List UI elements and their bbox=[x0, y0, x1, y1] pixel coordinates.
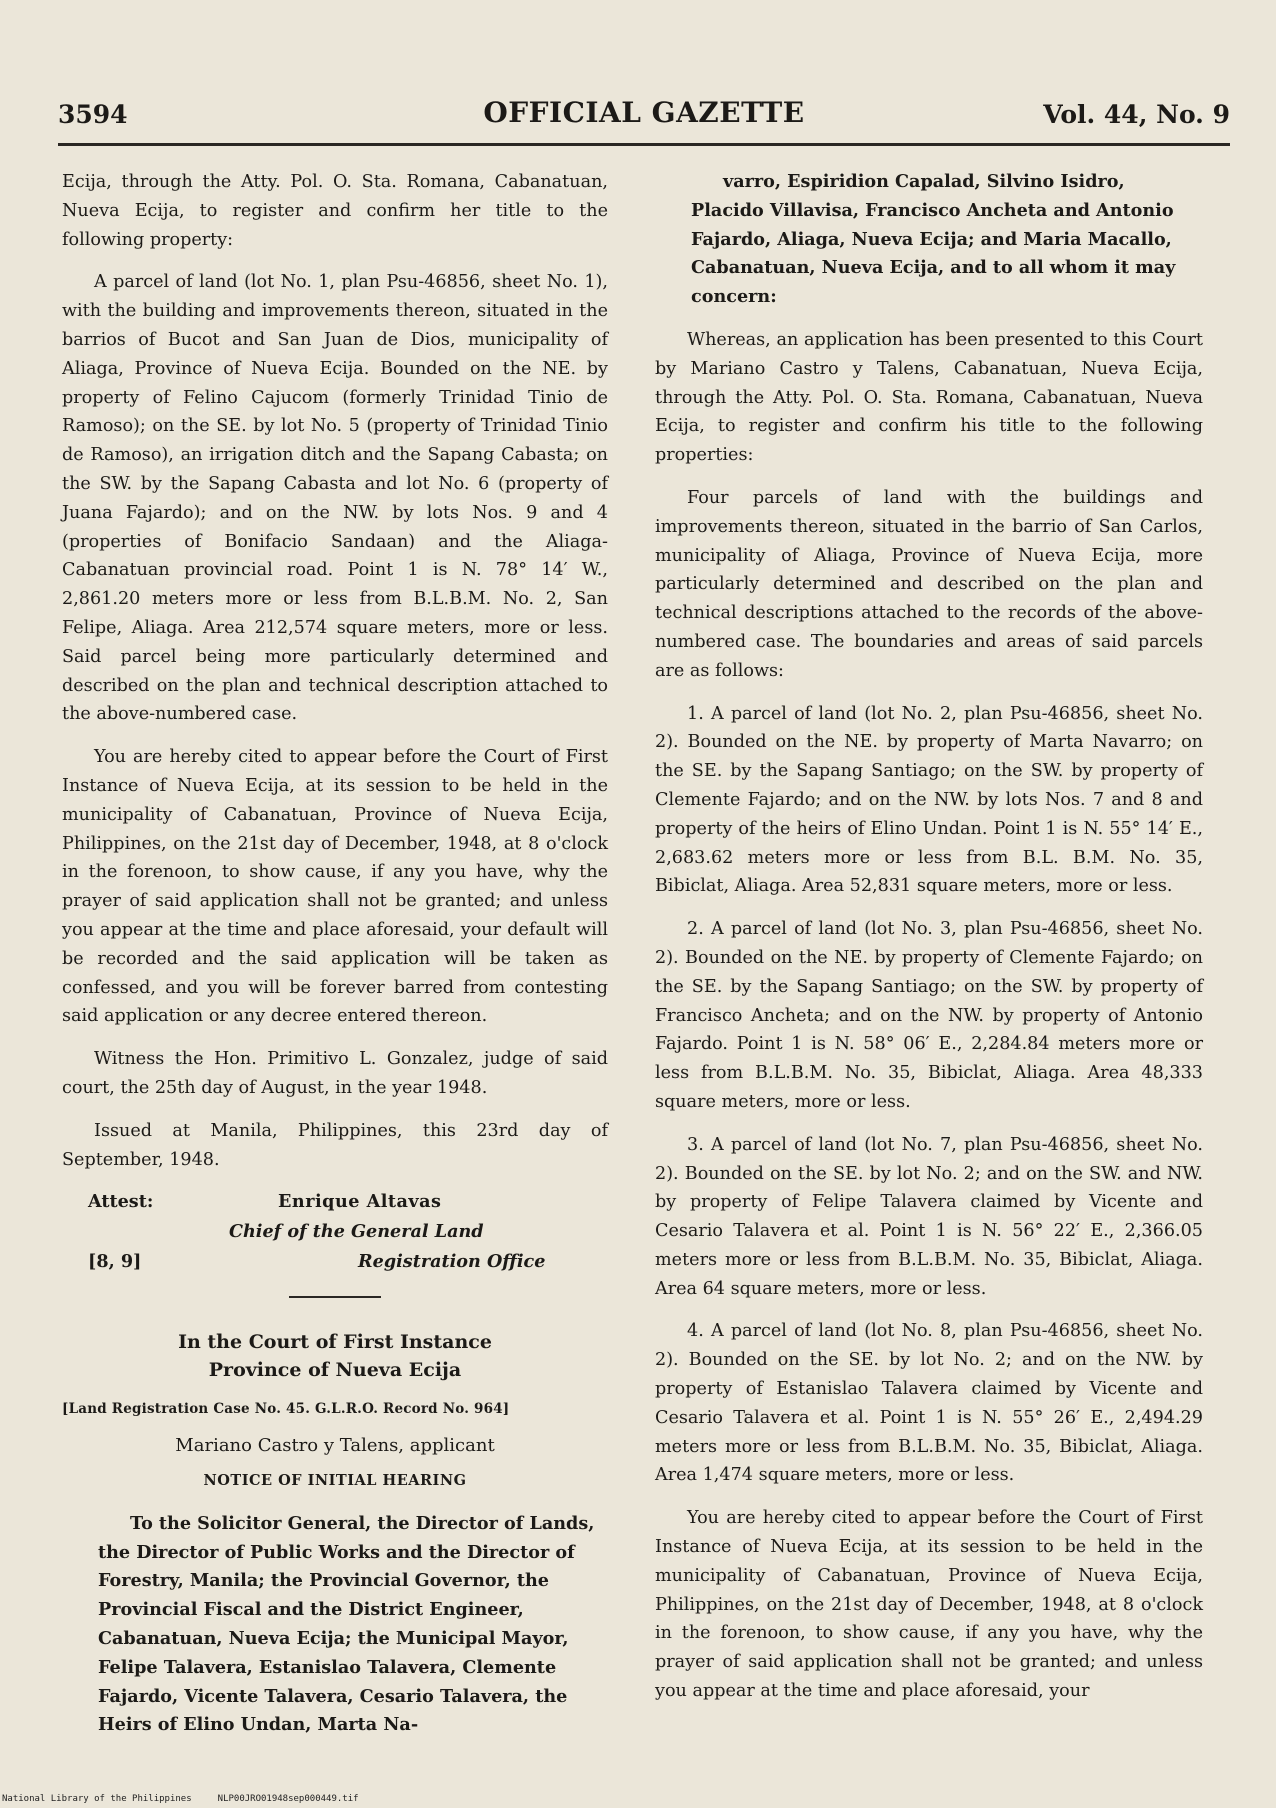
notice-title: NOTICE OF INITIAL HEARING bbox=[203, 1472, 467, 1490]
page-number: 3594 bbox=[58, 100, 128, 129]
attest-title-line1: Chief of the General Land bbox=[229, 1221, 484, 1243]
left-column bbox=[62, 168, 608, 1754]
paragraph: 2. A parcel of land (lot No. 3, plan Psu-46856, sheet No. 2). Bounded on the NE. by property of Clemente Fajardo; on the SE. by the Sapang Santiago; on the SW. by property of Francisco Ancheta; and on the NW. by property of Antonio Fajardo. Point 1 is N. 58° 06′ E., 2,284.84 meters more or less from B.L.B.M. No. 35, Bibiclat, Aliaga. Area 48,333 square meters, more or less. bbox=[655, 919, 1203, 1112]
issue-reference: [8, 9] bbox=[88, 1251, 142, 1273]
paragraph: Issued at Manila, Philippines, this 23rd day of September, 1948. bbox=[62, 1120, 608, 1170]
header-rule bbox=[58, 143, 1230, 146]
attest-label: Attest: bbox=[88, 1191, 154, 1213]
paragraph: A parcel of land (lot No. 1, plan Psu-46856, sheet No. 1), with the building and improvements thereon, situated in the barrios of Bucot and San Juan de Dios, municipality of Aliaga, Province of Nueva Ecija. Bounded on the NE. by property of Felino Cajucom (formerly Trinidad Tinio de Ramoso); on the SE. by lot No. 5 (property of Trinidad Tinio de Ramoso), an irrigation ditch and the Sapang Cabasta; on the SW. by the Sapang Cabasta and lot No. 6 (property of Juana Fajardo); and on the NW. by lots Nos. 9 and 4 (properties of Bonifacio Sandaan) and the Aliaga-Cabanatuan provincial road. Point 1 is N. 78° 14′ W., 2,861.20 meters more or less from B.L.B.M. No. 2, San Felipe, Aliaga. Area 212,574 square meters, more or less. Said parcel being more particularly determined and described on the plan and technical description attached to the above-numbered case. bbox=[62, 272, 608, 725]
court-heading-line1: In the Court of First Instance bbox=[178, 1331, 492, 1354]
addressees-block: To the Solicitor General, the Director of Lands, the Director of Public Works and the Director of Forestry, Manila; the Provincial Governor, the Provincial Fiscal and the District Engineer, Cabanatuan, Nueva Ecija; the Municipal Mayor, Felipe Talavera, Estanislao Talavera, Clemente Fajardo, Vicente Talavera, Cesario Talavera, the Heirs of Elino Undan, Marta Na- bbox=[98, 1512, 595, 1736]
library-credit: National Library of the Philippines bbox=[2, 1794, 192, 1804]
paragraph: Witness the Hon. Primitivo L. Gonzalez, judge of said court, the 25th day of August, in the year 1948. bbox=[62, 1049, 608, 1098]
paragraph: Ecija, through the Atty. Pol. O. Sta. Romana, Cabanatuan, Nueva Ecija, to register and confirm her title to the following property: bbox=[62, 172, 608, 250]
right-column bbox=[655, 168, 1203, 1720]
volume-number: Vol. 44, No. 9 bbox=[1043, 100, 1230, 129]
paragraph: You are hereby cited to appear before the Court of First Instance of Nueva Ecija, at its session to be held in the municipality of Cabanatuan, Province of Nueva Ecija, Philippines, on the 21st day of December, 1948, at 8 o'clock in the forenoon, to show cause, if any you have, why the prayer of said application shall not be granted; and unless you appear at the time and place aforesaid, your default will be recorded and the said application will be taken as confessed, and you will be forever barred from contesting said application or any decree entered thereon. bbox=[62, 747, 608, 1027]
page-header bbox=[58, 96, 1230, 136]
applicant-line: Mariano Castro y Talens, applicant bbox=[175, 1435, 495, 1457]
attest-title-line2: Registration Office bbox=[358, 1251, 546, 1273]
addressees-continued: varro, Espiridion Capalad, Silvino Isidro, Placido Villavisa, Francisco Ancheta and Antonio Fajardo, Aliaga, Nueva Ecija; and Maria Macallo, Cabanatuan, Nueva Ecija, and to all whom it may concern: bbox=[691, 171, 1176, 308]
case-reference: [Land Registration Case No. 45. G.L.R.O. Record No. 964] bbox=[62, 1401, 510, 1418]
paragraph: Four parcels of land with the buildings and improvements thereon, situated in the barrio of San Carlos, municipality of Aliaga, Province of Nueva Ecija, more particularly determined and described on the plan and technical descriptions attached to the records of the above-numbered case. The boundaries and areas of said parcels are as follows: bbox=[655, 487, 1203, 681]
paragraph: Whereas, an application has been presented to this Court by Mariano Castro y Talens, Cabanatuan, Nueva Ecija, through the Atty. Pol. O. Sta. Romana, Cabanatuan, Nueva Ecija, to register and confirm his title to the following properties: bbox=[655, 329, 1203, 466]
section-divider bbox=[289, 1296, 381, 1298]
court-heading bbox=[62, 1328, 608, 1384]
attestation-block bbox=[62, 1188, 608, 1278]
paragraph: 1. A parcel of land (lot No. 2, plan Psu-46856, sheet No. 2). Bounded on the NE. by property of Marta Navarro; on the SE. by the Sapang Santiago; on the SW. by property of Clemente Fajardo; and on the NW. by lots Nos. 7 and 8 and property of the heirs of Elino Undan. Point 1 is N. 55° 14′ E., 2,683.62 meters more or less from B.L. B.M. No. 35, Bibiclat, Aliaga. Area 52,831 square meters, more or less. bbox=[655, 703, 1203, 897]
publication-title: OFFICIAL GAZETTE bbox=[483, 96, 805, 129]
paragraph: 4. A parcel of land (lot No. 8, plan Psu-46856, sheet No. 2). Bounded on the SE. by lot No. 2; and on the NW. by property of Estanislao Talavera claimed by Vicente and Cesario Talavera et al. Point 1 is N. 55° 26′ E., 2,494.29 meters more or less from B.L.B.M. No. 35, Bibiclat, Aliaga. Area 1,474 square meters, more or less. bbox=[655, 1321, 1203, 1486]
scan-footer bbox=[2, 1794, 385, 1804]
court-heading-line2: Province of Nueva Ecija bbox=[208, 1359, 462, 1382]
attest-name: Enrique Altavas bbox=[278, 1191, 442, 1213]
paragraph: You are hereby cited to appear before the Court of First Instance of Nueva Ecija, at its session to be held in the municipality of Cabanatuan, Province of Nueva Ecija, Philippines, on the 21st day of December, 1948, at 8 o'clock in the forenoon, to show cause, if any you have, why the prayer of said application shall not be granted; and unless you appear at the time and place aforesaid, your bbox=[655, 1508, 1203, 1702]
paragraph: 3. A parcel of land (lot No. 7, plan Psu-46856, sheet No. 2). Bounded on the SE. by lot No. 2; and on the SW. and NW. by property of Felipe Talavera claimed by Vicente and Cesario Talavera et al. Point 1 is N. 56° 22′ E., 2,366.05 meters more or less from B.L.B.M. No. 35, Bibiclat, Aliaga. Area 64 square meters, more or less. bbox=[655, 1134, 1203, 1299]
file-name: NLP00JRO01948sep000449.tif bbox=[217, 1794, 359, 1804]
